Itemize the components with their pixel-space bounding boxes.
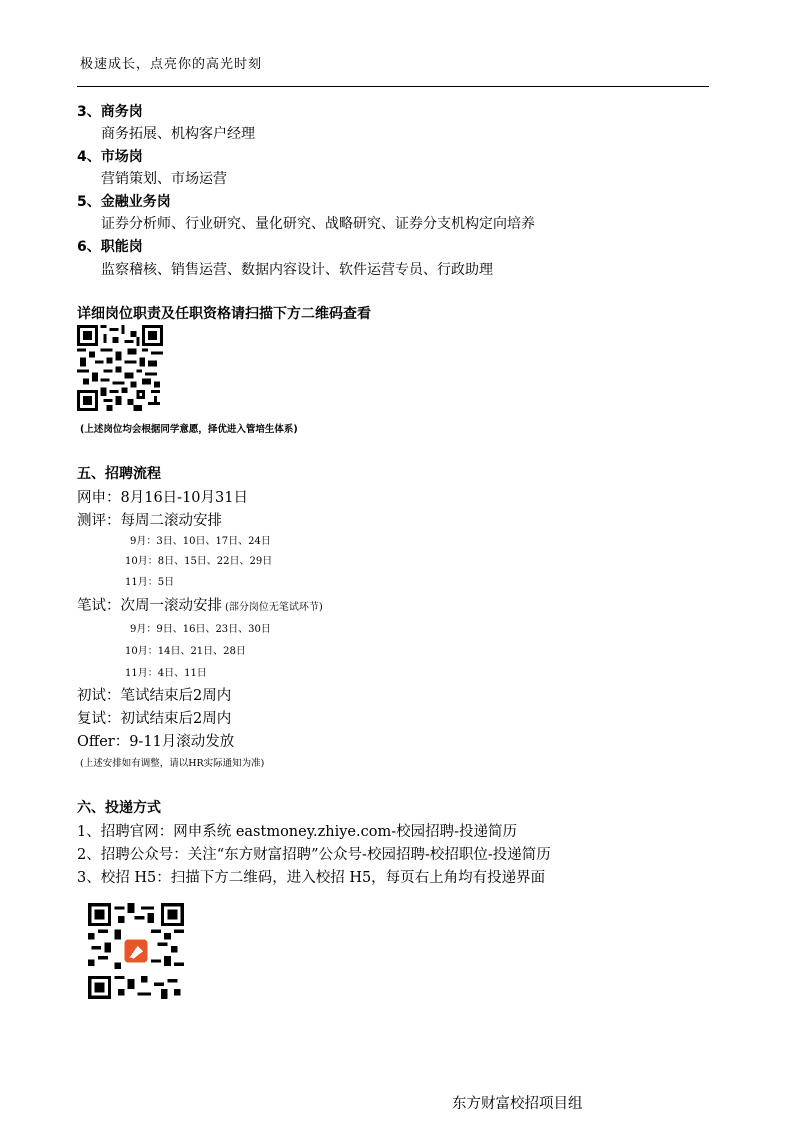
test-date-11: 11月：5日 [125, 577, 175, 588]
position-title-4: 4、市场岗 [77, 149, 143, 165]
test-date-10: 10月：8日、15日、22日、29日 [125, 556, 273, 567]
process-written [77, 594, 323, 615]
test-date-9: 9月：3日、10日、17日、24日 [130, 536, 271, 547]
position-desc-5: 证券分析师、行业研究、量化研究、战略研究、证券分支机构定向培养 [101, 216, 535, 232]
footer-signature: 东方财富校招项目组 [452, 1096, 583, 1112]
written-date-10: 10月：14日、21日、28日 [125, 646, 246, 657]
position-title-5: 5、金融业务岗 [77, 194, 171, 210]
position-title-6: 6、职能岗 [77, 239, 143, 255]
apply-item-3: 3、校招 H5：扫描下方二维码，进入校招 H5，每页右上角均有投递界面 [77, 870, 546, 886]
eastmoney-logo-icon [124, 939, 147, 962]
header-divider [77, 86, 709, 87]
written-date-11: 11月：4日、11日 [125, 668, 207, 679]
process-test: 测评：每周二滚动安排 [77, 513, 222, 529]
written-note: (部分岗位无笔试环节) [225, 602, 323, 613]
position-title-3: 3、商务岗 [77, 104, 143, 120]
written-main: 笔试：次周一滚动安排 [77, 598, 222, 614]
position-desc-6: 监察稽核、销售运营、数据内容设计、软件运营专员、行政助理 [101, 262, 493, 278]
written-date-9: 9月：9日、16日、23日、30日 [130, 624, 271, 635]
position-desc-4: 营销策划、市场运营 [101, 171, 227, 187]
qr-caption: 详细岗位职责及任职资格请扫描下方二维码查看 [77, 306, 371, 322]
apply-heading: 六、投递方式 [77, 800, 161, 816]
qr-code-icon[interactable] [77, 325, 163, 411]
process-offer: Offer：9-11月滚动发放 [77, 734, 235, 750]
apply-item-2: 2、招聘公众号：关注“东方财富招聘”公众号-校园招聘-校招职位-投递简历 [77, 847, 551, 863]
position-desc-3: 商务拓展、机构客户经理 [101, 126, 255, 142]
header-slogan: 极速成长，点亮你的高光时刻 [80, 57, 263, 72]
process-online: 网申：8月16日-10月31日 [77, 490, 248, 506]
qr-note: (上述岗位均会根据同学意愿，择优进入管培生体系) [80, 424, 298, 435]
qr-code-icon[interactable] [88, 903, 184, 999]
process-note: (上述安排如有调整，请以HR实际通知为准) [80, 758, 265, 769]
process-heading: 五、招聘流程 [77, 466, 161, 482]
process-first: 初试：笔试结束后2周内 [77, 688, 232, 704]
apply-item-1: 1、招聘官网：网申系统 eastmoney.zhiye.com-校园招聘-投递简历 [77, 824, 517, 840]
process-second: 复试：初试结束后2周内 [77, 711, 232, 727]
